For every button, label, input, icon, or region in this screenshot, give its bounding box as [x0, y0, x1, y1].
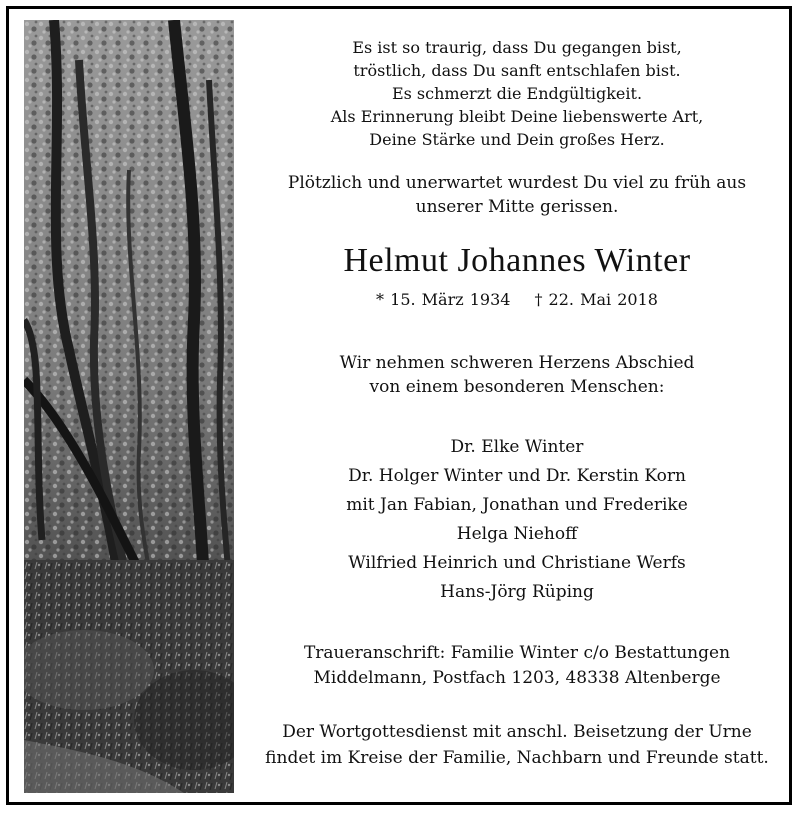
poem-line: Es schmerzt die Endgültigkeit. [391, 84, 643, 103]
mourner: Dr. Elke Winter [450, 437, 584, 457]
service-line: Der Wortgottesdienst mit anschl. Beisetzung der Urne [282, 722, 752, 742]
deceased-name: Helmut Johannes Winter [343, 242, 691, 279]
birth-date: * 15. März 1934 [376, 290, 511, 309]
poem-line: tröstlich, dass Du sanft entschlafen bist. [353, 61, 681, 80]
sudden-line: Plötzlich und unerwartet wurdest Du viel zu früh aus [287, 173, 747, 193]
poem-line: Es ist so traurig, dass Du gegangen bist, [352, 38, 682, 57]
poem-line: Als Erinnerung bleibt Deine liebenswerte Art, [330, 107, 704, 126]
poem-line: Deine Stärke und Dein großes Herz. [369, 130, 665, 149]
sudden-line: unserer Mitte gerissen. [415, 197, 619, 217]
death-date: † 22. Mai 2018 [534, 290, 658, 309]
address-line: Traueranschrift: Familie Winter c/o Bestattungen [303, 643, 731, 663]
forest-trees-photo [24, 20, 234, 793]
service-info [262, 719, 772, 771]
service-line: findet im Kreise der Familie, Nachbarn und Freunde statt. [265, 748, 769, 768]
sudden-passing-note [262, 171, 772, 219]
life-dates [262, 289, 772, 311]
farewell-line: Wir nehmen schweren Herzens Abschied [339, 353, 695, 373]
mourner: Wilfried Heinrich und Christiane Werfs [348, 553, 686, 573]
address-line: Middelmann, Postfach 1203, 48338 Altenberge [313, 668, 721, 688]
mourner: Dr. Holger Winter und Dr. Kerstin Korn [348, 466, 686, 486]
mourner: Hans-Jörg Rüping [440, 582, 594, 602]
obituary-text [262, 30, 772, 771]
poem [262, 36, 772, 151]
mourner: Helga Niehoff [456, 524, 578, 544]
farewell-message [262, 351, 772, 399]
mourning-address [262, 641, 772, 691]
mourners-list [262, 433, 772, 607]
farewell-line: von einem besonderen Menschen: [369, 377, 665, 397]
mourner: mit Jan Fabian, Jonathan und Frederike [346, 495, 688, 515]
